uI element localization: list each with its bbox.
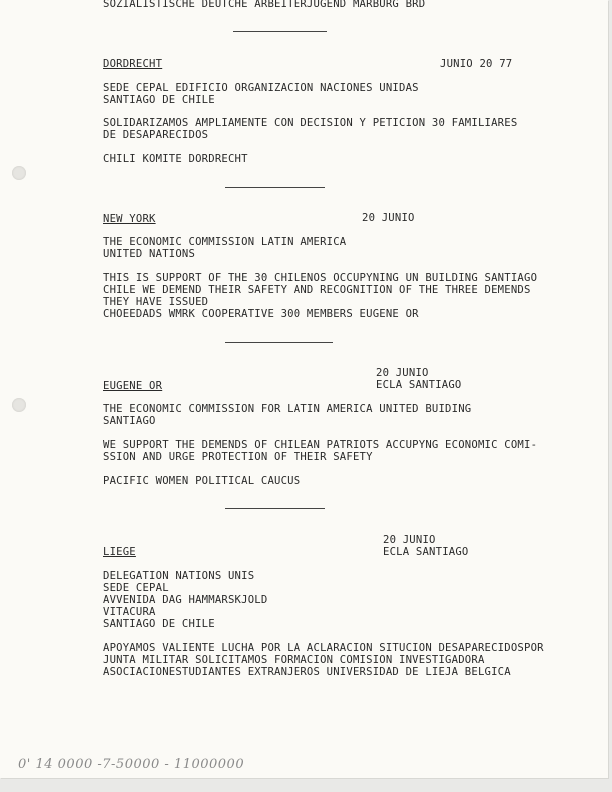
message-signature: PACIFIC WOMEN POLITICAL CAUCUS [103, 475, 301, 487]
message-address-line: UNITED NATIONS [103, 248, 196, 260]
message-body-line: DE DESAPARECIDOS [103, 129, 209, 141]
punch-hole [12, 398, 26, 412]
message-date: JUNIO 20 77 [440, 58, 513, 70]
message-address-line: VITACURA [103, 606, 156, 618]
message-date: 20 JUNIO [376, 367, 429, 379]
message-date-line: ECLA SANTIAGO [383, 546, 469, 558]
message-date: 20 JUNIO [362, 212, 415, 224]
message-city: DORDRECHT [103, 58, 163, 70]
message-city: LIEGE [103, 546, 136, 558]
message-body-line: THEY HAVE ISSUED [103, 296, 209, 308]
message-address-line: SEDE CEPAL [103, 582, 169, 594]
message-address-line: SANTIAGO [103, 415, 156, 427]
message-address-line: THE ECONOMIC COMMISSION LATIN AMERICA [103, 236, 347, 248]
separator-rule [233, 31, 327, 32]
message-city: EUGENE OR [103, 380, 163, 392]
message-address-line: DELEGATION NATIONS UNIS [103, 570, 255, 582]
message-body-line: APOYAMOS VALIENTE LUCHA POR LA ACLARACION SITUCION DESAPARECIDOSPOR [103, 642, 544, 654]
message-body-line: SSION AND URGE PROTECTION OF THEIR SAFETY [103, 451, 373, 463]
message-address-line: THE ECONOMIC COMMISSION FOR LATIN AMERICA UNITED BUIDING [103, 403, 472, 415]
message-city: NEW YORK [103, 213, 156, 225]
header-line: SOZIALISTISCHE DEUTCHE ARBEITERJUGEND MARBURG BRD [103, 0, 426, 10]
message-address-line: SANTIAGO DE CHILE [103, 94, 215, 106]
message-date: 20 JUNIO [383, 534, 436, 546]
message-address-line: SEDE CEPAL EDIFICIO ORGANIZACION NACIONES UNIDAS [103, 82, 419, 94]
message-body-line: JUNTA MILITAR SOLICITAMOS FORMACION COMISION INVESTIGADORA [103, 654, 485, 666]
message-signature: CHOEEDADS WMRK COOPERATIVE 300 MEMBERS EUGENE OR [103, 308, 419, 320]
message-address-line: AVVENIDA DAG HAMMARSKJOLD [103, 594, 268, 606]
message-body-line: THIS IS SUPPORT OF THE 30 CHILENOS OCCUPYNING UN BUILDING SANTIAGO [103, 272, 538, 284]
message-body-line: WE SUPPORT THE DEMENDS OF CHILEAN PATRIOTS ACCUPYNG ECONOMIC COMI- [103, 439, 538, 451]
message-date-line: ECLA SANTIAGO [376, 379, 462, 391]
message-address-line: SANTIAGO DE CHILE [103, 618, 215, 630]
message-body-line: SOLIDARIZAMOS AMPLIAMENTE CON DECISION Y PETICION 30 FAMILIARES [103, 117, 518, 129]
handwritten-archive-number: 0' 14 0000 -7-50000 - 11000000 [18, 757, 245, 772]
separator-rule [225, 508, 325, 509]
punch-hole [12, 166, 26, 180]
separator-rule [225, 187, 325, 188]
message-body-line: ASOCIACIONESTUDIANTES EXTRANJEROS UNIVERSIDAD DE LIEJA BELGICA [103, 666, 511, 678]
message-body-line: CHILE WE DEMEND THEIR SAFETY AND RECOGNITION OF THE THREE DEMENDS [103, 284, 531, 296]
message-signature: CHILI KOMITE DORDRECHT [103, 153, 248, 165]
separator-rule [225, 342, 333, 343]
